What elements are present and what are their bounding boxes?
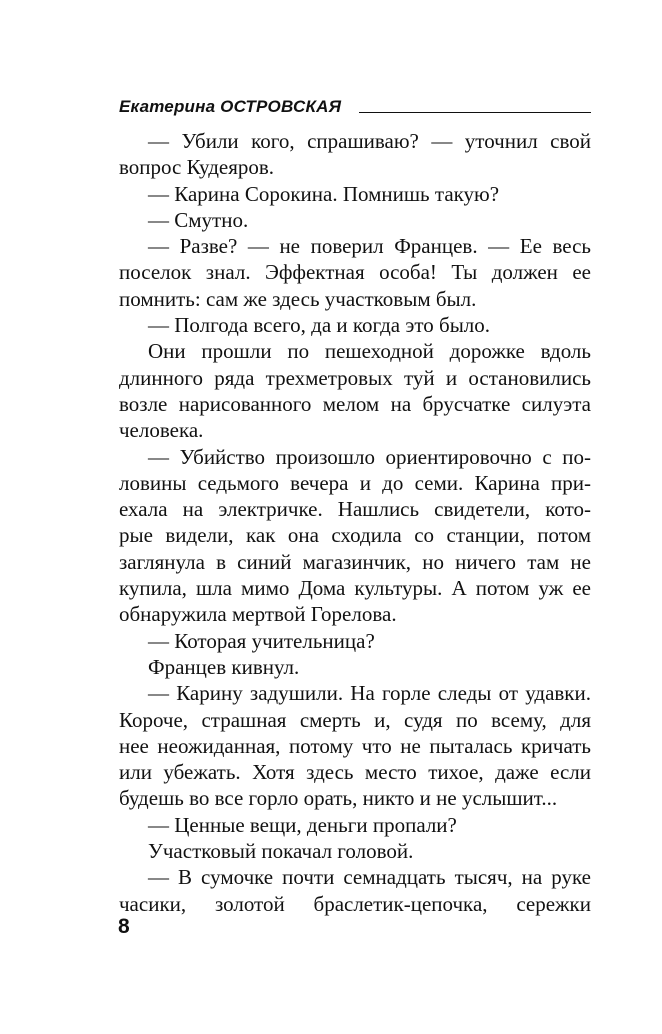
text-line: возле нарисованного мелом на брусчатке силуэта bbox=[119, 391, 591, 416]
author-name: Екатерина ОСТРОВСКАЯ bbox=[119, 97, 342, 116]
text-line: — Убили кого, спрашиваю? — уточнил свой bbox=[148, 129, 591, 153]
text-line: — Полгода всего, да и когда это было. bbox=[148, 313, 491, 338]
text-line: — Убийство произошло ориентировочно с по- bbox=[148, 444, 591, 469]
text-line: поселок знал. Эффектная особа! Ты должен ее bbox=[119, 260, 591, 285]
text-line: помнить: сам же здесь участковым был. bbox=[119, 286, 477, 311]
text-line: часики, золотой браслетик-цепочка, сережки bbox=[119, 891, 591, 916]
text-line: Францев кивнул. bbox=[148, 654, 300, 679]
text-line: — Карина Сорокина. Помнишь такую? bbox=[148, 181, 500, 206]
text-line: — Ценные вещи, деньги пропали? bbox=[148, 812, 457, 837]
text-line: заглянула в синий магазинчик, но ничего там не bbox=[119, 549, 591, 574]
text-line: рые видели, как она сходила со станции, потом bbox=[119, 523, 591, 548]
text-line: — Разве? — не поверил Францев. — Ее весь bbox=[148, 234, 591, 259]
text-line: — Которая учительница? bbox=[148, 628, 375, 653]
page-number: 8 bbox=[118, 915, 130, 938]
text-line: — Карину задушили. На горле следы от удавки. bbox=[148, 681, 591, 706]
text-line: Они прошли по пешеходной дорожке вдоль bbox=[148, 339, 591, 364]
text-line: длинного ряда трехметровых туй и остановились bbox=[119, 365, 591, 390]
text-line: Участковый покачал головой. bbox=[148, 839, 414, 864]
text-line: ловины седьмого вечера и до семи. Карина при- bbox=[119, 470, 591, 495]
text-line: вопрос Кудеяров. bbox=[119, 155, 275, 180]
header-rule bbox=[359, 112, 591, 113]
text-line: купила, шла мимо Дома культуры. А потом уж ее bbox=[119, 576, 591, 601]
text-line: человека. bbox=[119, 418, 204, 443]
text-line: — В сумочке почти семнадцать тысяч, на руке bbox=[148, 865, 591, 890]
text-line: ехала на электричке. Нашлись свидетели, кото- bbox=[119, 497, 591, 522]
text-line: обнаружила мертвой Горелова. bbox=[119, 602, 397, 627]
text-line: нее неожиданная, потому что не пыталась кричать bbox=[119, 733, 591, 758]
text-line: будешь во все горло орать, никто и не услышит... bbox=[119, 786, 558, 811]
text-line: или убежать. Хотя здесь место тихое, даже если bbox=[119, 760, 591, 785]
text-line: — Смутно. bbox=[148, 207, 249, 232]
running-header bbox=[119, 93, 591, 117]
text-line: Короче, страшная смерть и, судя по всему, для bbox=[119, 707, 591, 732]
body-text bbox=[119, 128, 591, 917]
